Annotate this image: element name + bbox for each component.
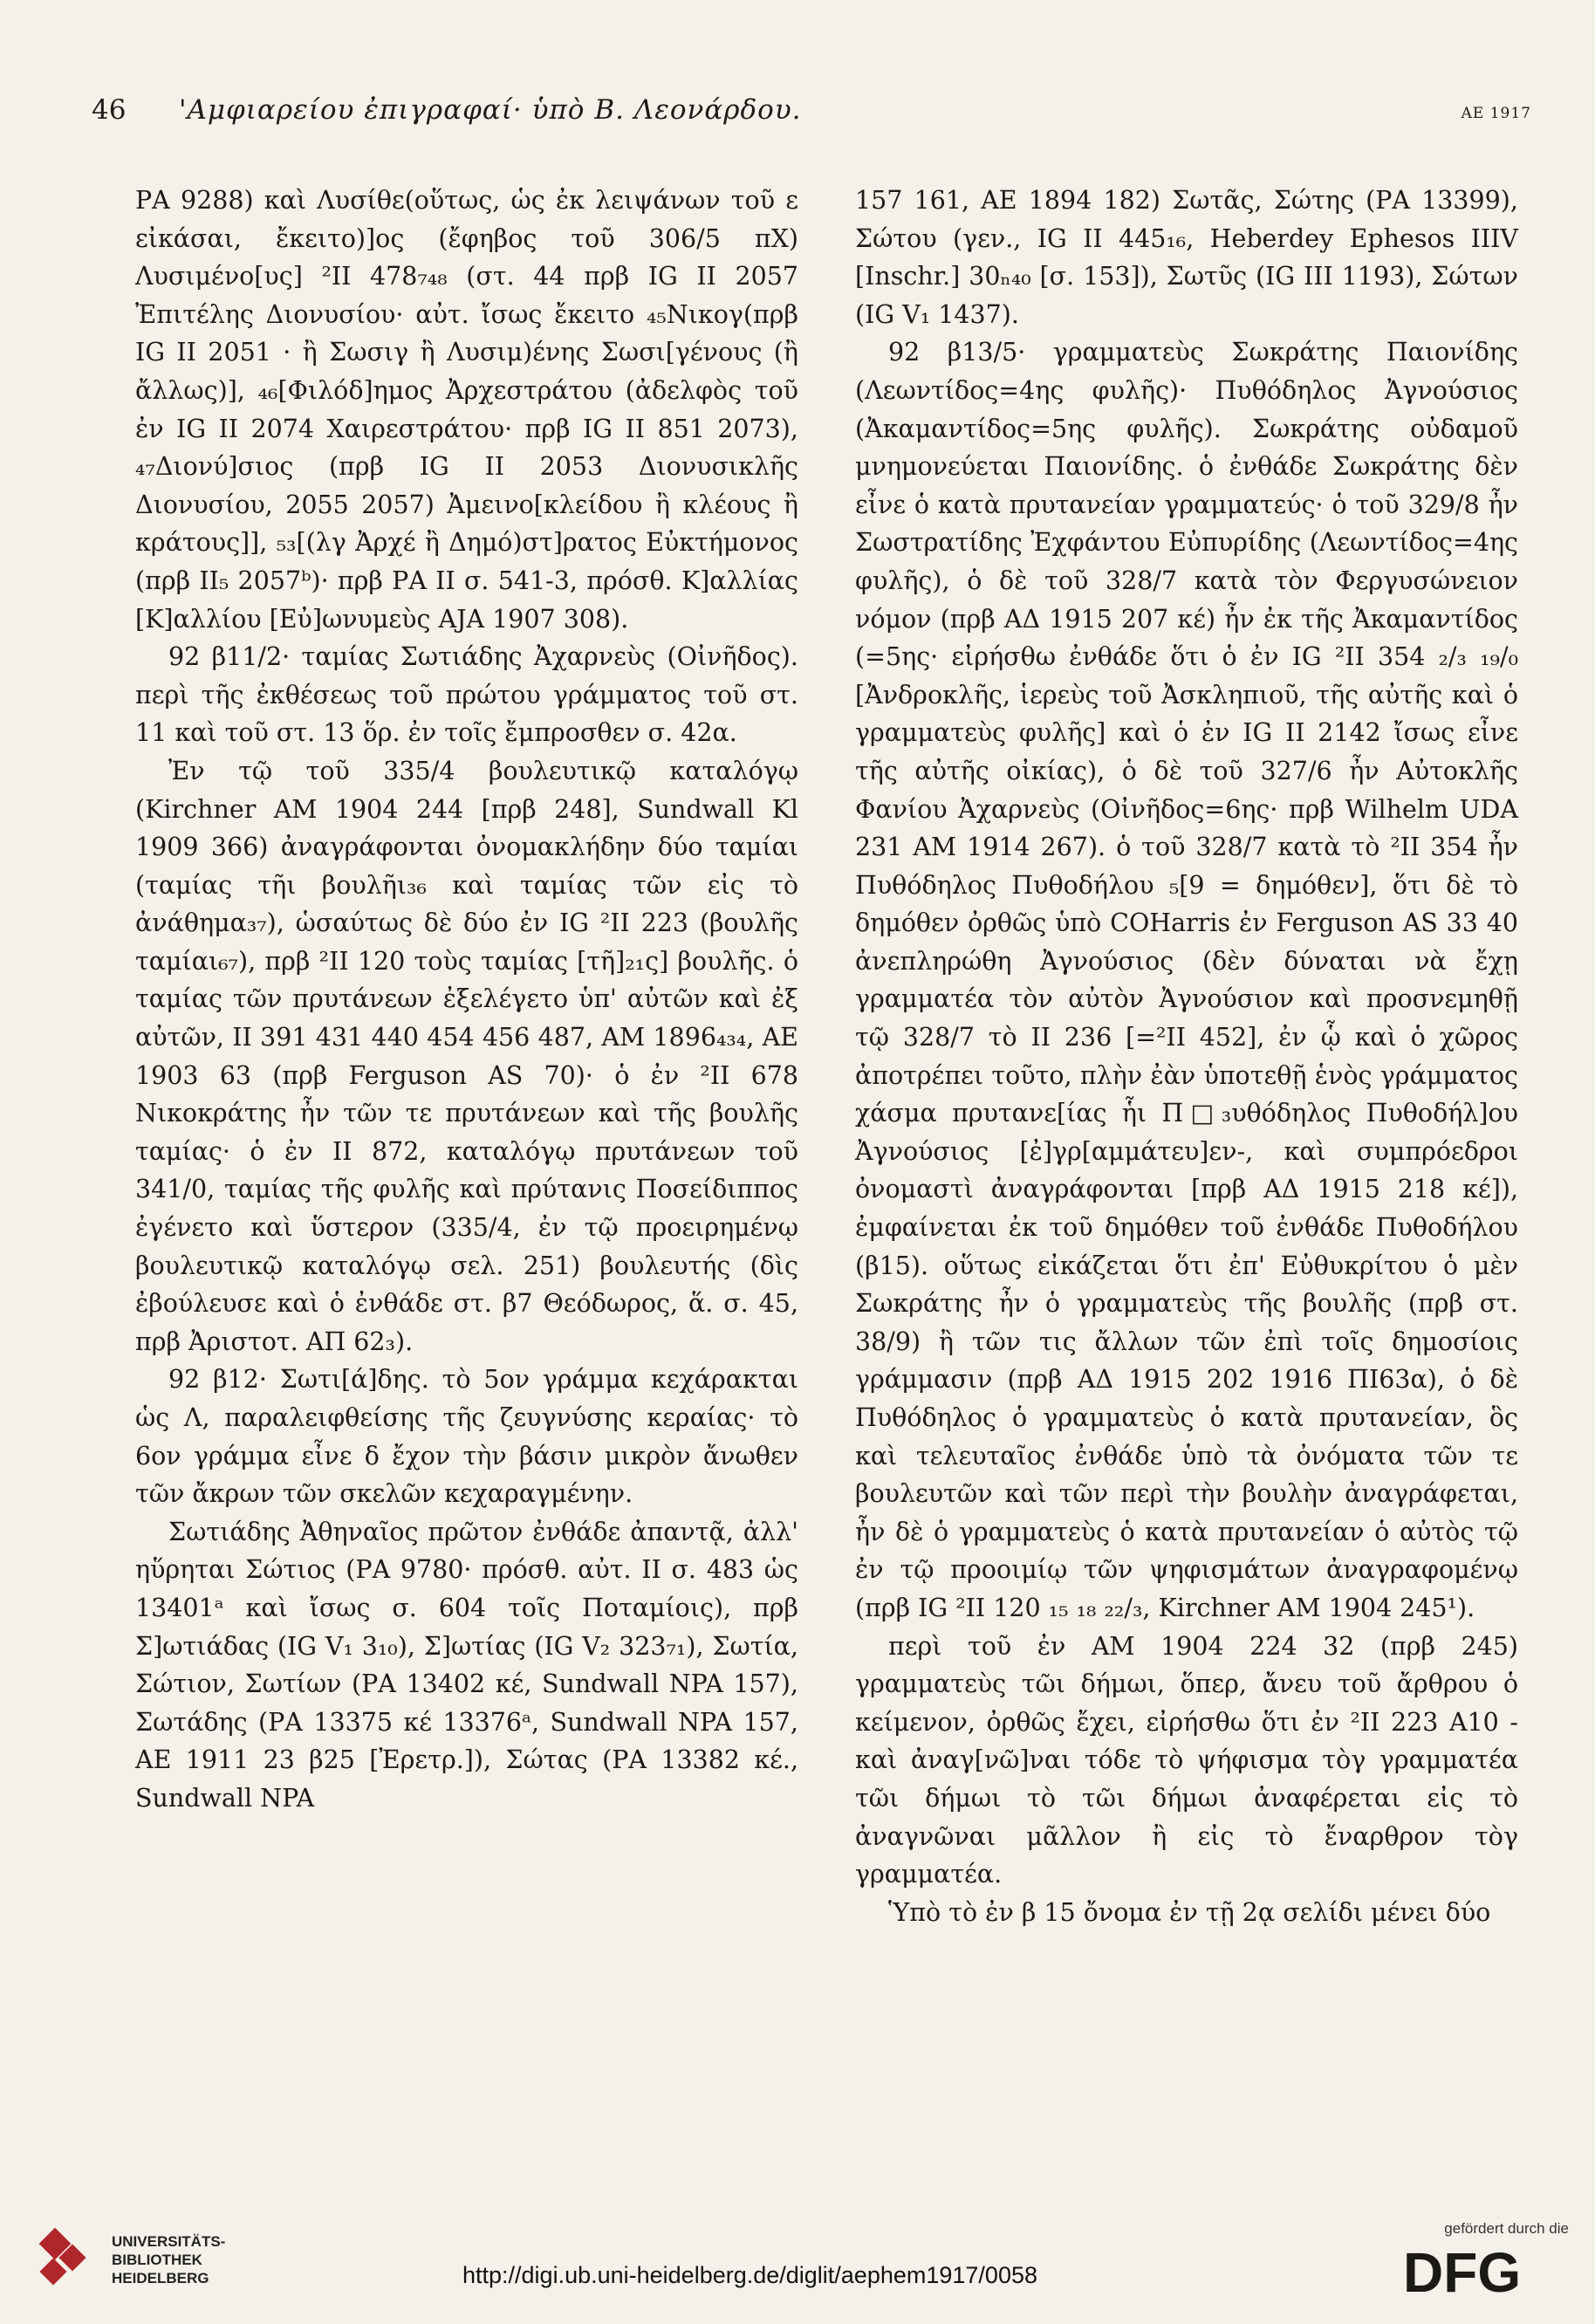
library-name-line: UNIVERSITÄTS- [112, 2233, 226, 2250]
library-name [112, 2232, 225, 2287]
right-paragraph: Ὑπὸ τὸ ἐν β 15 ὄνομα ἐν τῇ 2ᾳ σελίδι μένει δύο [888, 1897, 1491, 1927]
journal-tag: ΑΕ 1917 [1461, 105, 1531, 122]
library-name-line: HEIDELBERG [112, 2270, 209, 2286]
left-paragraph: Ἐν τῷ τοῦ 335/4 βουλευτικῷ καταλόγῳ (Kirchner AM 1904 244 [πρβ 248], Sundwall Kl 1909 366) ἀναγράφονται ὀνομακλήδην δύο ταμίαι (ταμίας τῆι βουλῆι₃₆ καὶ ταμίας τῶν εἰς τὸ ἀνάθημα₃₇), ὡσαύτως δὲ δύο ἐν IG ²II 223 (βουλῆς ταμίαι₆₇), πρβ ²II 120 τοὺς ταμίας [τῆ]₂₁ς] βουλῆς. ὁ ταμίας τῶν πρυτάνεων ἐξελέγετο ὑπ' αὐτῶν καὶ ἐξ αὐτῶν, II 391 431 440 454 456 487, AM 1896₄₃₄, AE 1903 63 (πρβ Ferguson AS 70)· ὁ ἐν ²II 678 Νικοκράτης ἦν τῶν τε πρυτάνεων καὶ τῆς βουλῆς ταμίας· ὁ ἐν II 872, καταλόγῳ πρυτάνεων τοῦ 341/0, ταμίας τῆς φυλῆς καὶ πρύτανις Ποσείδιππος ἐγένετο καὶ ὕστερον (335/4, ἐν τῷ προειρημένῳ βουλευτικῷ καταλόγῳ σελ. 251) βουλευτής (δὶς ἐβούλευσε καὶ ὁ ἐνθάδε στ. β7 Θεόδωρος, ἅ. σ. 45, πρβ Ἀριστοτ. ΑΠ 62₃). [135, 756, 798, 1356]
source-url-link[interactable]: http://digi.ub.uni-heidelberg.de/diglit/aephem1917/0058 [462, 2262, 1037, 2288]
left-paragraph: 92 β11/2· ταμίας Σωτιάδης Ἀχαρνεὺς (Οἰνῆδος). περὶ τῆς ἐκθέσεως τοῦ πρώτου γράμματος τοῦ στ. 11 καὶ τοῦ στ. 13 ὅρ. ἐν τοῖς ἔμπροσθεν σ. 42α. [135, 642, 798, 748]
university-library-logo [37, 2227, 102, 2288]
left-paragraph: Σωτιάδης Ἀθηναῖος πρῶτον ἐνθάδε ἀπαντᾷ, ἀλλ' ηὕρηται Σώτιος (ΡΑ 9780· πρόσθ. αὐτ. II σ. 483 ὡς 13401ᵃ καὶ ἴσως σ. 604 τοῖς Ποταμίοις), πρβ Σ]ωτιάδας (IG V₁ 3₁₀), Σ]ωτίας (IG V₂ 323₇₁), Σωτία, Σώτιον, Σωτίων (ΡΑ 13402 κέ, Sundwall NPA 157), Σωτάδης (ΡΑ 13375 κέ 13376ᵃ, Sundwall NPA 157, AE 1911 23 β25 [Ἐρετρ.]), Σώτας (ΡΑ 13382 κέ., Sundwall NPA [135, 1517, 798, 1813]
right-column [855, 182, 1518, 1931]
left-column [135, 182, 798, 1818]
running-title: 'Αμφιαρείου ἐπιγραφαί· ὑπὸ Β. Λεονάρδου. [179, 94, 802, 126]
right-paragraph: περὶ τοῦ ἐν AM 1904 224 32 (πρβ 245) γραμματεὺς τῶι δήμωι, ὅπερ, ἄνευ τοῦ ἄρθρου ὁ κείμενον, ὀρθῶς ἔχει, εἰρήσθω ὅτι ἐν ²II 223 A10 - καὶ ἀναγ[νῶ]ναι τόδε τὸ ψήφισμα τὸγ γραμματέα τῶι δήμωι τὸ τῶι δήμωι ἀναφέρεται εἰς τὸ ἀναγνῶναι μᾶλλον ἢ εἰς τὸ ἔναρθρον τὸγ γραμματέα. [855, 1631, 1518, 1889]
page-number: 46 [92, 94, 127, 126]
dfg-logo-text: DFG [1403, 2243, 1522, 2299]
left-paragraph: ΡΑ 9288) καὶ Λυσίθε(οὕτως, ὡς ἐκ λειψάνων τοῦ ε εἰκάσαι, ἔκειτο)]ος (ἔφηβος τοῦ 306/5 πΧ) Λυσιμένο[υς] ²ΙΙ 478₇₄₈ (στ. 44 πρβ IG II 2057 Ἐπιτέλης Διονυσίου· αὐτ. ἴσως ἔκειτο ₄₅Νικογ(πρβ IG II 2051 · ἢ Σωσιγ ἢ Λυσιμ)ένης Σωσι[γένους (ἢ ἄλλως)], ₄₆[Φιλόδ]ημος Ἀρχεστράτου (ἀδελφὸς τοῦ ἐν IG II 2074 Χαιρεστράτου· πρβ IG II 851 2073), ₄₇Διονύ]σιος (πρβ IG II 2053 Διονυσικλῆς Διονυσίου, 2055 2057) Ἀμεινο[κλείδου ἢ κλέους ἢ κράτους]], ₅₃[(λγ Ἀρχέ ἢ Δημό)στ]ρατος Εὐκτήμονος (πρβ II₅ 2057ᵇ)· πρβ ΡΑ II σ. 541-3, πρόσθ. Κ]αλλίας [Κ]αλλίου [Εὐ]ωνυμεὺς AJA 1907 308). [135, 186, 798, 634]
library-name-line: BIBLIOTHEK [112, 2252, 202, 2268]
dfg-logo [1403, 2243, 1569, 2299]
page-header [92, 94, 1540, 138]
page-footer [0, 2190, 1595, 2321]
right-paragraph: 92 β13/5· γραμματεὺς Σωκράτης Παιονίδης (Λεωντίδος=4ης φυλῆς)· Πυθόδηλος Ἀγνούσιος (Ἀκαμαντίδος=5ης φυλῆς). Σωκράτης οὐδαμοῦ μνημονεύεται Παιονίδης. ὁ ἐνθάδε Σωκράτης δὲν εἶνε ὁ κατὰ πρυτανείαν γραμματεύς· ὁ τοῦ 329/8 ἦν Σωστρατίδης Ἐχφάντου Εὐπυρίδης (Λεωντίδος=4ης φυλῆς), ὁ δὲ τοῦ 328/7 κατὰ τὸν Φεργυσώνειον νόμον (πρβ ΑΔ 1915 207 κέ) ἦν ἐκ τῆς Ἀκαμαντίδος (=5ης· εἰρήσθω ἐνθάδε ὅτι ὁ ἐν IG ²II 354 ₂/₃ ₁₉/₀ [Ἀνδροκλῆς, ἱερεὺς τοῦ Ἀσκληπιοῦ, τῆς αὐτῆς καὶ ὁ γραμματεὺς φυλῆς] καὶ ὁ ἐν IG II 2142 ἴσως εἶνε τῆς αὐτῆς οἰκίας), ὁ δὲ τοῦ 327/6 ἦν Αὐτοκλῆς Φανίου Ἀχαρνεὺς (Οἰνῆδος=6ης· πρβ Wilhelm UDA 231 AM 1914 267). ὁ τοῦ 328/7 κατὰ τὸ ²II 354 ἦν Πυθόδηλος Πυθοδήλου ₅[9 = δημόθεν], ὅτι δὲ τὸ δημόθεν ὀρθῶς ὑπὸ COHarris ἐν Ferguson AS 33 40 ἀνεπληρώθη Ἀγνούσιος (δὲν δύναται νὰ ἔχῃ γραμματέα τὸν αὐτὸν Ἀγνούσιον καὶ προσνεμηθῇ τῷ 328/7 τὸ II 236 [=²II 452], ἐν ᾧ καὶ ὁ χῶρος ἀποτρέπει τοῦτο, πλὴν ἐὰν ὑποτεθῇ ἑνὸς γράμματος χάσμα πρυτανε[ίας ἧι Π□₃υθόδηλος Πυθοδήλ]ου Ἀγνούσιος [ἐ]γρ[αμμάτευ]εν-, καὶ συμπρόεδροι ὀνομαστὶ ἀναγράφονται [πρβ ΑΔ 1915 218 κέ]), ἐμφαίνεται ἐκ τοῦ δημόθεν τοῦ ἐνθάδε Πυθοδήλου (β15). οὕτως εἰκάζεται ὅτι ἐπ' Εὐθυκρίτου ὁ μὲν Σωκράτης ἦν ὁ γραμματεὺς τῆς βουλῆς (πρβ στ. 38/9) ἢ τῶν τις ἄλλων τῶν ἐπὶ τοῖς δημοσίοις γράμμασιν (πρβ ΑΔ 1915 202 1916 ΠΙ63α), ὁ δὲ Πυθόδηλος ὁ γραμματεὺς ὁ κατὰ πρυτανείαν, ὃς καὶ τελευταῖος ἐνθάδε ὑπὸ τὰ ὀνόματα τῶν τε βουλευτῶν καὶ τῶν περὶ τὴν βουλὴν ἀναγράφεται, ἦν δὲ ὁ γραμματεὺς ὁ κατὰ πρυτανείαν ὁ αὐτὸς τῷ ἐν τῷ προοιμίῳ τῶν ψηφισμάτων ἀναγραφομένῳ (πρβ IG ²II 120 ₁₅ ₁₈ ₂₂/₃, Kirchner AM 1904 245¹). [855, 338, 1518, 1622]
left-paragraph: 92 β12· Σωτι[ά]δης. τὸ 5ον γράμμα κεχάρακται ὡς Λ, παραλειφθείσης τῆς ζευγνύσης κεραίας· τὸ 6ον γράμμα εἶνε δ ἔχον τὴν βάσιν μικρὸν ἄνωθεν τῶν ἄκρων τῶν σκελῶν κεχαραγμένην. [135, 1365, 798, 1509]
right-paragraph: 157 161, AE 1894 182) Σωτᾶς, Σώτης (ΡΑ 13399), Σώτου (γεν., IG II 445₁₆, Heberdey Ephesos IIIV [Inschr.] 30ₙ₄₀ [σ. 153]), Σωτῦς (IG III 1193), Σώτων (IG V₁ 1437). [855, 186, 1518, 329]
funding-note: gefördert durch die [1444, 2220, 1569, 2237]
